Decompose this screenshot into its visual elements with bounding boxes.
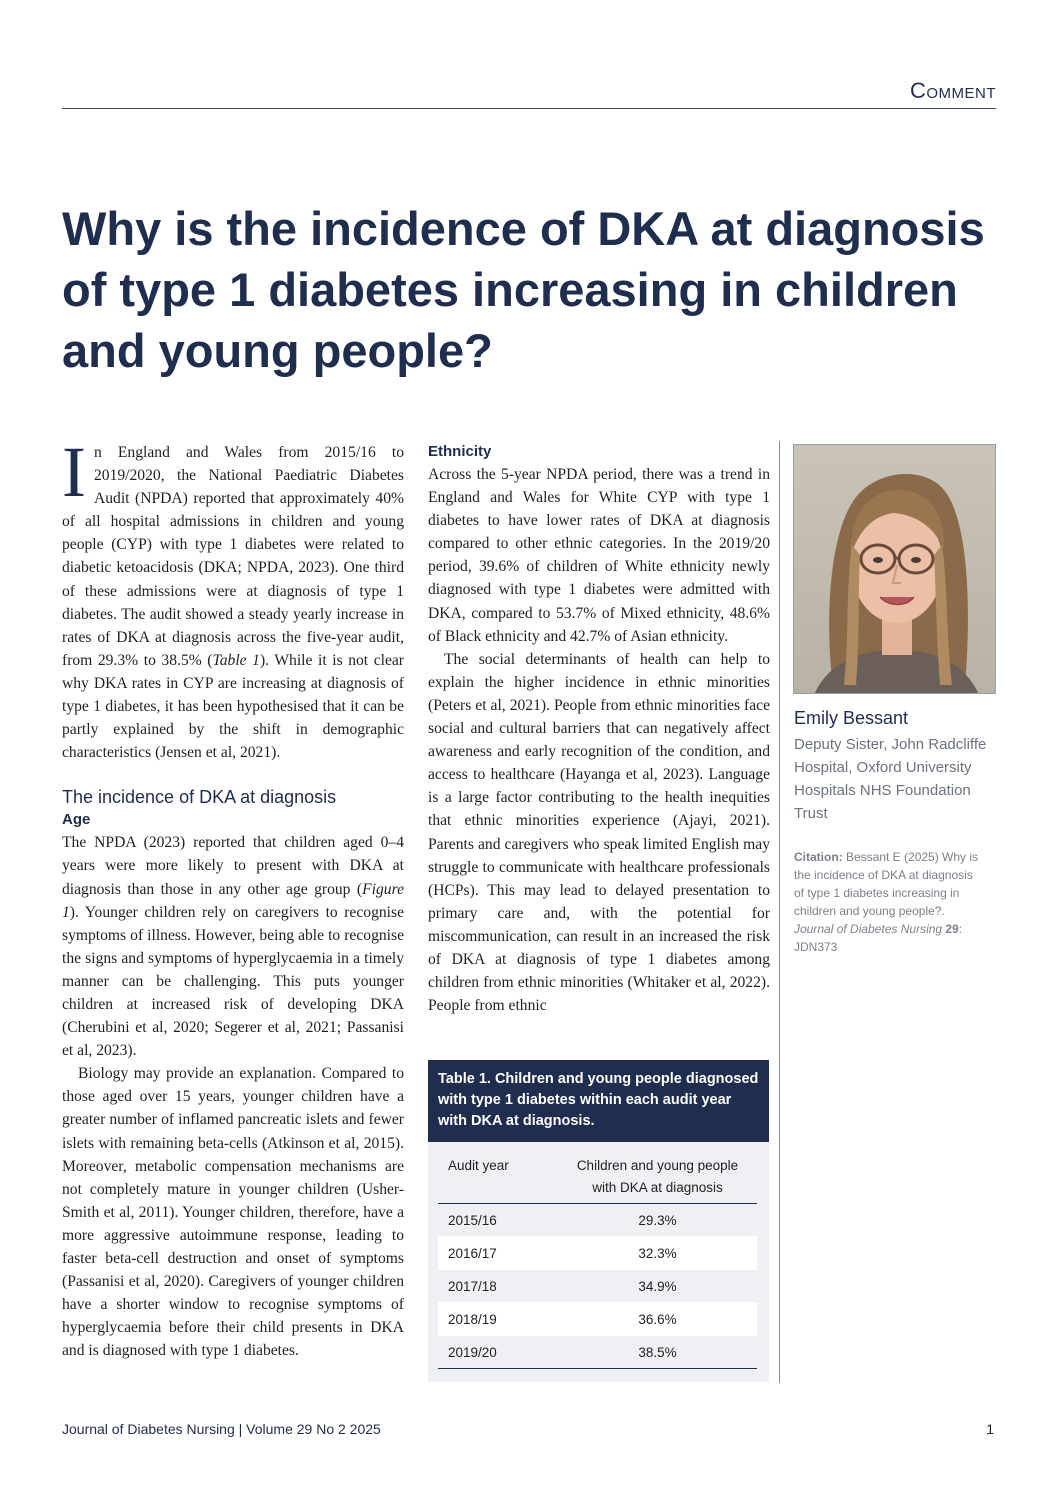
cell-value: 29.3% <box>558 1204 757 1237</box>
article-title: Why is the incidence of DKA at diagnosis of type 1 diabetes increasing in children and young people? <box>62 202 985 377</box>
citation-volume: 29 <box>945 922 959 936</box>
table-reference: Table 1 <box>212 651 260 669</box>
left-column <box>62 432 404 1362</box>
table-row <box>438 1237 757 1270</box>
footer-journal: Journal of Diabetes Nursing | Volume 29 No 2 2025 <box>62 1421 381 1437</box>
table-header-row <box>438 1152 757 1204</box>
cell-year: 2016/17 <box>438 1237 558 1270</box>
age-paragraph-1 <box>62 831 404 1062</box>
cell-value: 38.5% <box>558 1336 757 1369</box>
table-grid <box>438 1152 757 1369</box>
section-heading: The incidence of DKA at diagnosis <box>62 787 337 808</box>
middle-column <box>428 441 770 1017</box>
table-row <box>438 1336 757 1369</box>
cell-year: 2019/20 <box>438 1336 558 1369</box>
age-paragraph-2: Biology may provide an explanation. Compared to those aged over 15 years, younger children have a greater number of inflamed pancreatic islets and fewer islets with remaining beta-cells (Atkinson et al, 2015). Moreover, metabolic compensation mechanisms are not completely mature in younger children (Usher-Smith et al, 2011). Younger children, therefore, have a more aggressive autoimmune response, leading to faster beta-cell destruction and onset of symptoms (Passanisi et al, 2020). Caregivers of younger children have a shorter window to recognise symptoms of hyperglycaemia before their child presents in DKA and is diagnosed with type 1 diabetes. <box>62 1065 404 1360</box>
section-label: Comment <box>909 78 996 103</box>
col-header-dka: Children and young people with DKA at diagnosis <box>558 1152 757 1204</box>
table-1 <box>428 1060 769 1382</box>
author-role: Deputy Sister, John Radcliffe Hospital, Oxford University Hospitals NHS Foundation Trust <box>794 736 987 822</box>
age-subheading: Age <box>62 811 91 829</box>
cell-value: 32.3% <box>558 1237 757 1270</box>
intro-paragraph <box>62 432 404 764</box>
table-row <box>438 1303 757 1336</box>
age-p1-end: ). Younger children rely on caregivers to recognise symptoms of illness. However, being able to recognise the signs and symptoms of hyperglycaemia in a timely manner can be challenging. This puts younger children at increased risk of developing DKA (Cherubini et al, 2020; Segerer et al, 2021; Passanisi et al, 2023). <box>62 903 404 1060</box>
table-row <box>438 1270 757 1303</box>
cell-year: 2017/18 <box>438 1270 558 1303</box>
author-portrait-icon <box>794 445 996 694</box>
figure-reference: Figure 1 <box>62 880 404 921</box>
cell-value: 36.6% <box>558 1303 757 1336</box>
drop-cap: I <box>62 432 86 512</box>
column-divider <box>779 441 780 1383</box>
header-rule <box>62 108 996 109</box>
cell-value: 34.9% <box>558 1270 757 1303</box>
table-row <box>438 1204 757 1237</box>
ethnicity-paragraph-2: The social determinants of health can help to explain the higher incidence in ethnic minorities (Peters et al, 2021). People from ethnic minorities face social and cultural barriers that can negatively affect awareness and early recognition of the condition, and access to healthcare (Hayanga et al, 2023). Language is a large factor contributing to the health inequities that ethnic minorities experience (Ajayi, 2021). Parents and caregivers who speak limited English may struggle to communicate with healthcare professionals (HCPs). This may lead to delayed presentation to primary care and, with the potential for miscommunication, can result in an increased the risk of DKA at diagnosis of type 1 diabetes among children from ethnic minorities (Whitaker et al, 2022). People from ethnic <box>428 650 770 1015</box>
citation <box>794 848 979 956</box>
col-header-year: Audit year <box>438 1152 558 1204</box>
intro-text: n England and Wales from 2015/16 to 2019/2020, the National Paediatric Diabetes Audit (NPDA) reported that approximately 40% of all hospital admissions in children and young people (CYP) with type 1 diabetes were related to diabetic ketoacidosis (DKA; NPDA, 2023). One third of these admissions were at diagnosis of type 1 diabetes. The audit showed a steady yearly increase in rates of DKA at diagnosis across the five-year audit, from 29.3% to 38.5% ( <box>62 444 404 669</box>
cell-year: 2018/19 <box>438 1303 558 1336</box>
ethnicity-paragraph-1: Across the 5-year NPDA period, there was a trend in England and Wales for White CYP with type 1 diabetes to have lower rates of DKA at diagnosis compared to other ethnic categories. In the 2019/20 period, 39.6% of children of White ethnicity newly diagnosed with type 1 diabetes were admitted with DKA, compared to 53.7% of Mixed ethnicity, 48.6% of Black ethnicity and 42.7% of Asian ethnicity. <box>428 466 770 645</box>
citation-text: Bessant E (2025) Why is the incidence of DKA at diagnosis of type 1 diabetes increasing in children and young people?. <box>794 850 979 918</box>
citation-journal: Journal of Diabetes Nursing <box>794 922 943 936</box>
intro-text-end: ). While it is not clear why DKA rates in CYP are increasing at diagnosis of type 1 diabetes, it has been hypothesised that it can be partly explained by the shift in demographic characteristics (Jensen et al, 2021). <box>62 651 404 762</box>
author-name: Emily Bessant <box>794 708 909 728</box>
cell-year: 2015/16 <box>438 1204 558 1237</box>
citation-label: Citation: <box>794 850 843 864</box>
author-photo <box>793 444 996 694</box>
citation-id: : JDN373 <box>794 922 963 954</box>
ethnicity-subheading: Ethnicity <box>428 443 492 460</box>
page-number: 1 <box>986 1421 994 1437</box>
age-p1-start: The NPDA (2023) reported that children aged 0–4 years were more likely to present with DKA at diagnosis than those in any other age group ( <box>62 834 404 898</box>
table-caption: Table 1. Children and young people diagnosed with type 1 diabetes within each audit year with DKA at diagnosis. <box>428 1060 769 1142</box>
